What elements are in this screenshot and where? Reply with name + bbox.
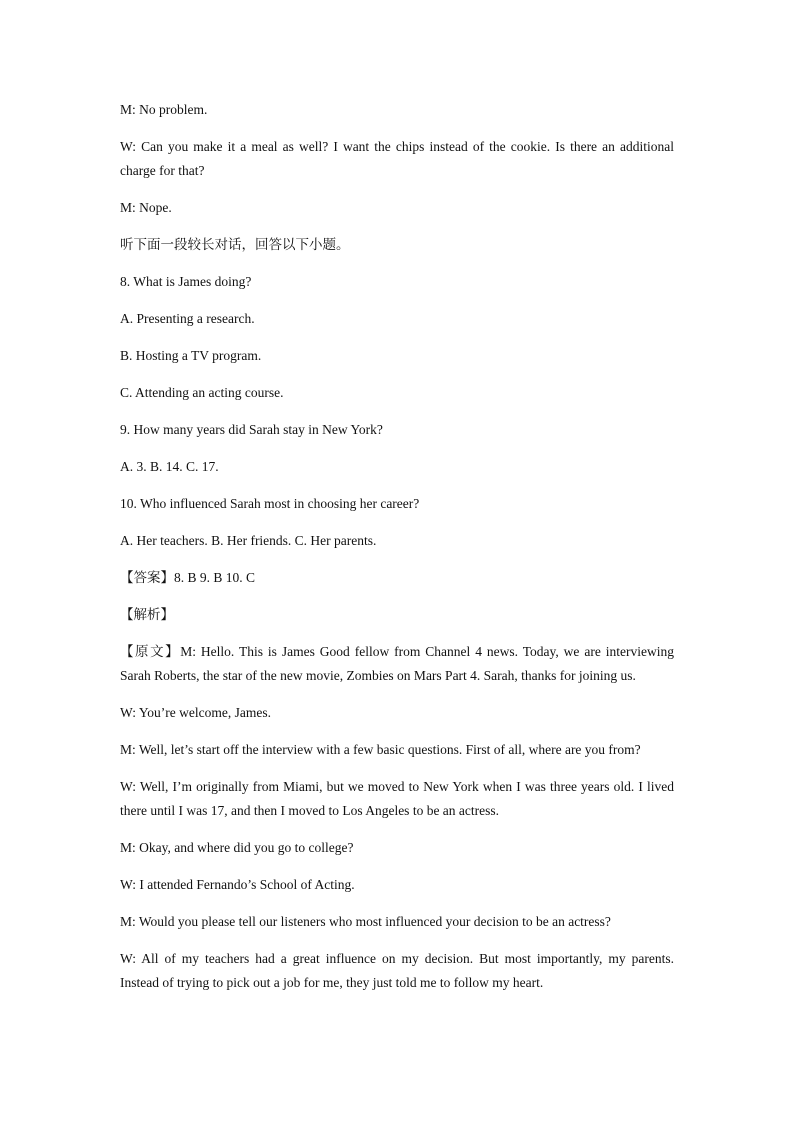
analysis-heading: 【解析】: [120, 607, 174, 623]
transcript-line: [120, 640, 674, 688]
question-9-options: A. 3. B. 14. C. 17.: [120, 459, 219, 474]
transcript-text: M: Hello. This is James Good fellow from Channel 4 news. Today, we are interviewing Sarah Roberts, the star of the new movie, Zombies on Mars Part 4. Sarah, thanks for joining us.: [120, 644, 675, 683]
document-page: [120, 98, 674, 1008]
transcript-line: W: I attended Fernando’s School of Acting.: [120, 877, 355, 892]
transcript-line: M: Okay, and where did you go to college?: [120, 840, 354, 855]
answer-line: [120, 566, 674, 590]
transcript-line: M: Well, let’s start off the interview with a few basic questions. First of all, where are you from?: [120, 742, 641, 757]
question-10-options: A. Her teachers. B. Her friends. C. Her parents.: [120, 533, 377, 548]
answer-tag: 【答案】: [120, 570, 174, 586]
transcript-line: W: Well, I’m originally from Miami, but we moved to New York when I was three years old. I lived there until I was 17, and then I moved to Los Angeles to be an actress.: [120, 779, 674, 818]
transcript-tag: 【原文】: [120, 644, 181, 660]
question-8-option-c: C. Attending an acting course.: [120, 385, 284, 400]
section-instruction: 听下面一段较长对话，回答以下小题。: [120, 237, 350, 253]
question-8: 8. What is James doing?: [120, 274, 252, 289]
dialogue-line: W: Can you make it a meal as well? I want the chips instead of the cookie. Is there an additional charge for that?: [120, 139, 674, 178]
question-10: 10. Who influenced Sarah most in choosing her career?: [120, 496, 420, 511]
transcript-line: W: All of my teachers had a great influence on my decision. But most importantly, my parents. Instead of trying to pick out a job for me, they just told me to follow my heart.: [120, 951, 674, 990]
question-8-option-b: B. Hosting a TV program.: [120, 348, 262, 363]
question-9: 9. How many years did Sarah stay in New York?: [120, 422, 383, 437]
dialogue-line: M: Nope.: [120, 200, 172, 215]
dialogue-line: M: No problem.: [120, 102, 208, 117]
answer-text: 8. B 9. B 10. C: [174, 570, 256, 585]
transcript-line: W: You’re welcome, James.: [120, 705, 271, 720]
transcript-line: M: Would you please tell our listeners who most influenced your decision to be an actress?: [120, 914, 611, 929]
question-8-option-a: A. Presenting a research.: [120, 311, 255, 326]
